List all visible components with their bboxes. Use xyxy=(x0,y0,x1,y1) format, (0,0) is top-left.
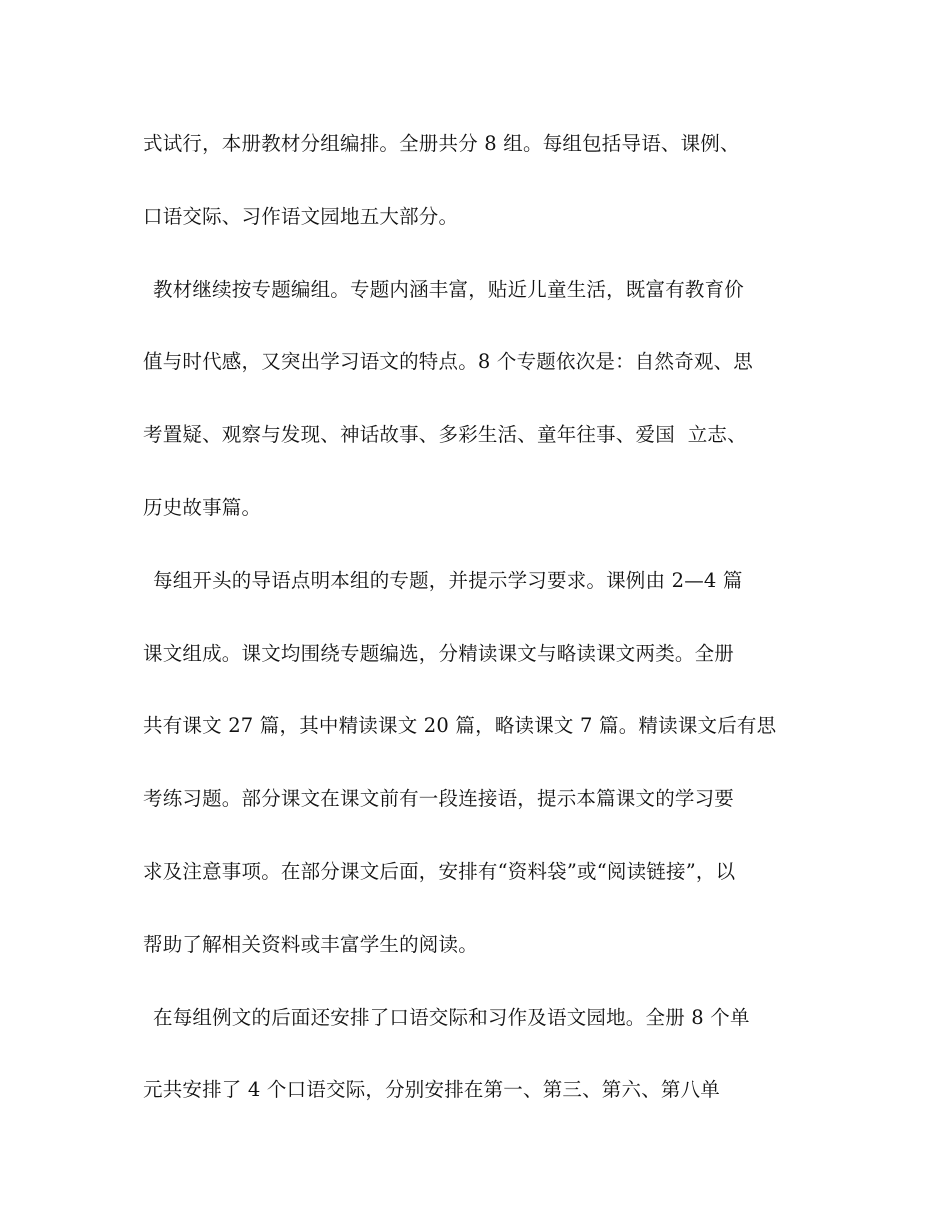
text-line: 考置疑、观察与发现、神话故事、多彩生活、童年往事、爱国 立志、 xyxy=(143,423,747,447)
text-line: 元共安排了 4 个口语交际，分别安排在第一、第三、第六、第八单 xyxy=(143,1078,721,1102)
paragraph-start-line: 在每组例文的后面还安排了口语交际和习作及语文园地。全册 8 个单 xyxy=(153,1005,750,1029)
text-line: 值与时代感，又突出学习语文的特点。8 个专题依次是：自然奇观、思 xyxy=(143,350,754,374)
text-line: 求及注意事项。在部分课文后面，安排有“资料袋”或“阅读链接”，以 xyxy=(143,859,736,883)
paragraph-start-line: 每组开头的导语点明本组的专题，并提示学习要求。课例由 2—4 篇 xyxy=(153,568,743,592)
text-line: 历史故事篇。 xyxy=(143,495,262,519)
text-line: 口语交际、习作语文园地五大部分。 xyxy=(143,204,459,228)
text-line: 帮助了解相关资料或丰富学生的阅读。 xyxy=(143,932,478,956)
text-line: 课文组成。课文均围绕专题编选，分精读课文与略读课文两类。全册 xyxy=(143,641,735,665)
paragraph-start-line: 教材继续按专题编组。专题内涵丰富，贴近儿童生活，既富有教育价 xyxy=(153,277,745,301)
document-body xyxy=(143,126,823,1145)
text-line: 考练习题。部分课文在课文前有一段连接语，提示本篇课文的学习要 xyxy=(143,787,735,811)
text-line: 式试行，本册教材分组编排。全册共分 8 组。每组包括导语、课例、 xyxy=(143,132,740,155)
text-line: 共有课文 27 篇，其中精读课文 20 篇，略读课文 7 篇。精读课文后有思 xyxy=(143,714,777,738)
